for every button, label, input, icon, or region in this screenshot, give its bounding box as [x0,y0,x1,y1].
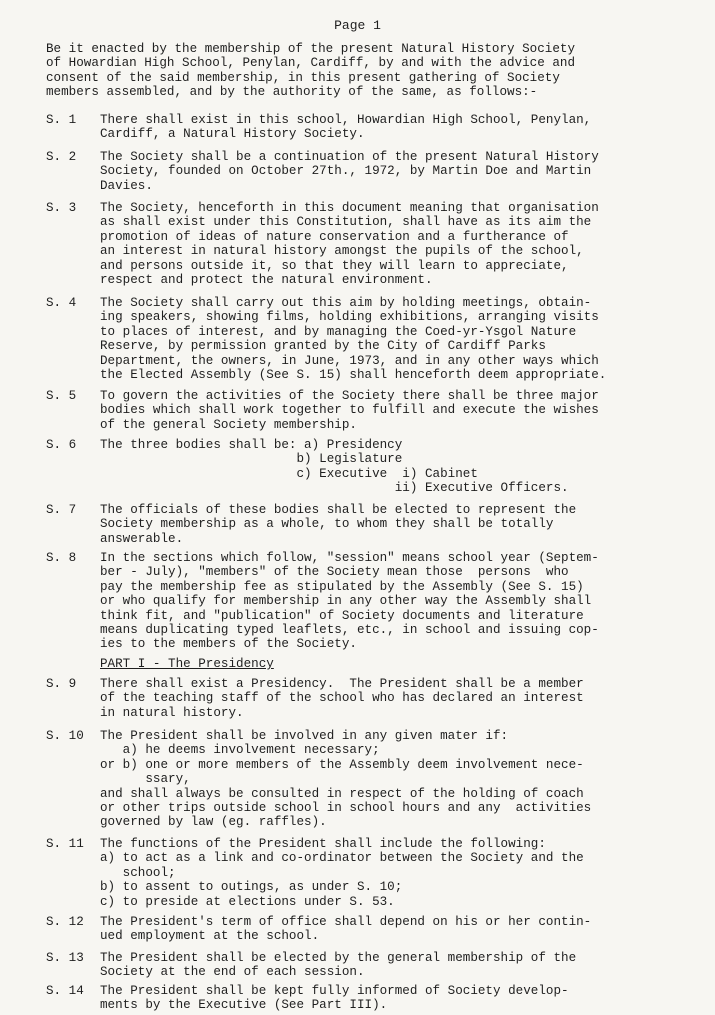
section-number: S. 10 [46,729,84,743]
section-text: The three bodies shall be: a) Presidency b) Legislature c) Executive i) Cabinet ii) Executive Officers. [100,438,569,496]
section-number: S. 4 [46,296,77,310]
section-number: S. 7 [46,503,77,517]
section-text: The Society shall be a continuation of the present Natural History Society, founded on October 27th., 1972, by Martin Doe and Martin Davies. [100,150,599,193]
section-text: The functions of the President shall include the following: a) to act as a link and co-ordinator between the Society and the school; b) to assent to outings, as under S. 10; c) to preside at elections under S. 53. [100,837,584,909]
section-number: S. 14 [46,984,84,998]
section-number: S. 8 [46,551,77,565]
section-text: There shall exist in this school, Howardian High School, Penylan, Cardiff, a Natural History Society. [100,113,592,142]
section-number: S. 3 [46,201,77,215]
section-text: The President's term of office shall depend on his or her contin- ued employment at the school. [100,915,592,944]
section-number: S. 11 [46,837,84,851]
section-text: To govern the activities of the Society there shall be three major bodies which shall work together to fulfill and execute the wishes of the general Society membership. [100,389,599,432]
section-number: S. 9 [46,677,77,691]
section-number: S. 5 [46,389,77,403]
enacting-clause: Be it enacted by the membership of the present Natural History Society of Howardian High School, Penylan, Cardiff, by and with the advice and consent of the said membership, in this present gathering of Society members assembled, and by the authority of the same, as follows:- [46,42,576,100]
section-text: The Society shall carry out this aim by holding meetings, obtain- ing speakers, showing films, holding exhibitions, arranging visits to places of interest, and by managing the Coed-yr-Ysgol Nature Reserve, by permission granted by the City of Cardiff Parks Department, the owners, in June, 1973, and in any other ways which the Elected Assembly (See S. 15) shall henceforth deem appropriate. [100,296,607,383]
section-number: S. 13 [46,951,84,965]
section-text: The officials of these bodies shall be elected to represent the Society membership as a whole, to whom they shall be totally answerable. [100,503,577,546]
section-text: The President shall be kept fully informed of Society develop- ments by the Executive (See Part III). [100,984,569,1013]
page-number: Page 1 [334,18,381,33]
section-number: S. 12 [46,915,84,929]
section-text: In the sections which follow, "session" means school year (Septem- ber - July), "members" of the Society mean those persons who pay the membership fee as stipulated by the Assembly (See S. 15) or who qualify for membership in any other way the Assembly shall think fit, and "publication" of Society documents and literature means duplicating typed leaflets, etc., in school and issuing cop- ies to the members of the Society. [100,551,599,652]
section-text: The President shall be elected by the general membership of the Society at the end of each session. [100,951,577,980]
section-text: The Society, henceforth in this document meaning that organisation as shall exist under this Constitution, shall have as its aim the promotion of ideas of nature conservation and a furtherance of an interest in natural history amongst the pupils of the school, and persons outside it, so that they will learn to appreciate, respect and protect the natural environment. [100,201,599,288]
section-number: S. 1 [46,113,77,127]
section-number: S. 6 [46,438,77,452]
section-text: The President shall be involved in any given mater if: a) he deems involvement necessary; or b) one or more members of the Assembly deem involvement nece- ssary, and shall always be consulted in respect of the holding of coach or other trips outside school in school hours and any activities governed by law (eg. raffles). [100,729,592,830]
section-text: There shall exist a Presidency. The President shall be a member of the teaching staff of the school who has declared an interest in natural history. [100,677,584,720]
part-heading: PART I - The Presidency [100,657,274,671]
section-number: S. 2 [46,150,77,164]
